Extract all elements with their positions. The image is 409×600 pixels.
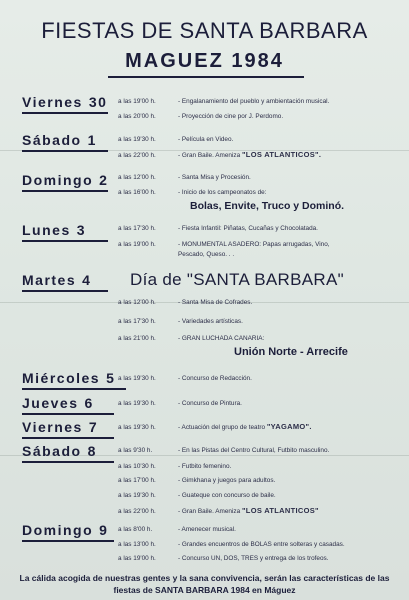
event-row: a las 12'00 h. - Santa Misa y Procesión. [118,174,251,181]
santa-barbara-headline: Día de "SANTA BARBARA" [130,270,344,289]
tournament-list: Bolas, Envite, Truco y Dominó. [190,200,345,212]
event-row: a las 16'00 h. - Inicio de los campeonatos de: [118,189,267,196]
event-row: a las 8'00 h. - Amenecer musical. [118,526,236,533]
event-row: a las 19'00 h. - MONUMENTAL ASADERO: Papas arrugadas, Vino, [118,241,330,248]
poster-title: FIESTAS DE SANTA BARBARA [41,18,368,43]
event-row: a las 17'30 h. - Fiesta Infantil: Piñatas, Cucañas y Chocolatada. [118,225,318,232]
event-row: a las 17'30 h. - Variedades artísticas. [118,318,243,325]
luchada-teams: Unión Norte - Arrecife [234,346,348,358]
poster-subtitle: MAGUEZ 1984 [125,50,284,72]
event-row: a las 19'30 h. - Película en Video. [118,136,234,143]
event-row: a las 19'30 h. - Actuación del grupo de teatro "YAGAMO". [118,422,312,431]
day-underline [22,413,114,415]
event-row: a las 17'00 h. - Gimkhana y juegos para adultos. [118,477,276,484]
day-heading: Jueves 6 [22,395,94,411]
day-heading: Domingo 9 [22,522,109,538]
day-underline [22,290,108,292]
event-row: a las 19'00 h. - Engalanamiento del pueblo y ambientación musical. [118,98,330,105]
day-underline [22,437,114,439]
event-row: a las 19'00 h. - Concurso UN, DOS, TRES y entrega de los trofeos. [118,555,329,562]
event-row: a las 9'30 h. - En las Pistas del Centro Cultural, Futbito masculino. [118,447,330,454]
event-row: a las 22'00 h. - Gran Baile. Ameniza "LOS ATLANTICOS" [118,506,319,515]
day-heading: Viernes 7 [22,419,99,435]
day-heading: Miércoles 5 [22,370,116,386]
subtitle-underline [108,76,304,78]
day-heading: Lunes 3 [22,222,87,238]
day-heading: Domingo 2 [22,172,109,188]
event-row: a las 19'30 h. - Concurso de Redacción. [118,375,252,382]
day-underline [22,240,108,242]
day-heading: Viernes 30 [22,94,108,110]
day-underline [22,388,126,390]
day-underline [22,461,114,463]
event-row: a las 22'00 h. - Gran Baile. Ameniza "LOS ATLANTICOS". [118,150,322,159]
day-underline [22,540,114,542]
closing-message: La cálida acogida de nuestras gentes y la sana convivencia, serán las características de las fiestas de SANTA BARBARA 1984 en Máguez [19,573,390,595]
event-row: a las 12'00 h. - Santa Misa de Cofrades. [118,299,253,306]
day-underline [22,150,108,152]
event-row: a las 19'30 h. - Concurso de Pintura. [118,400,242,407]
day-heading: Martes 4 [22,272,92,288]
event-row: a las 13'00 h. - Grandes encuentros de BOLAS entre solteras y casadas. [118,541,345,548]
event-row: a las 20'00 h. - Proyección de cine por J. Perdomo. [118,113,284,120]
event-row: a las 21'00 h. - GRAN LUCHADA CANARIA: [118,335,265,342]
day-heading: Sábado 8 [22,443,97,459]
day-underline [22,112,108,114]
day-underline [22,190,108,192]
event-continuation: Pescado, Queso. . . [178,251,235,258]
event-row: a las 10'30 h. - Futbito femenino. [118,463,232,470]
day-heading: Sábado 1 [22,132,97,148]
event-row: a las 19'30 h. - Guateque con concurso de baile. [118,492,276,499]
